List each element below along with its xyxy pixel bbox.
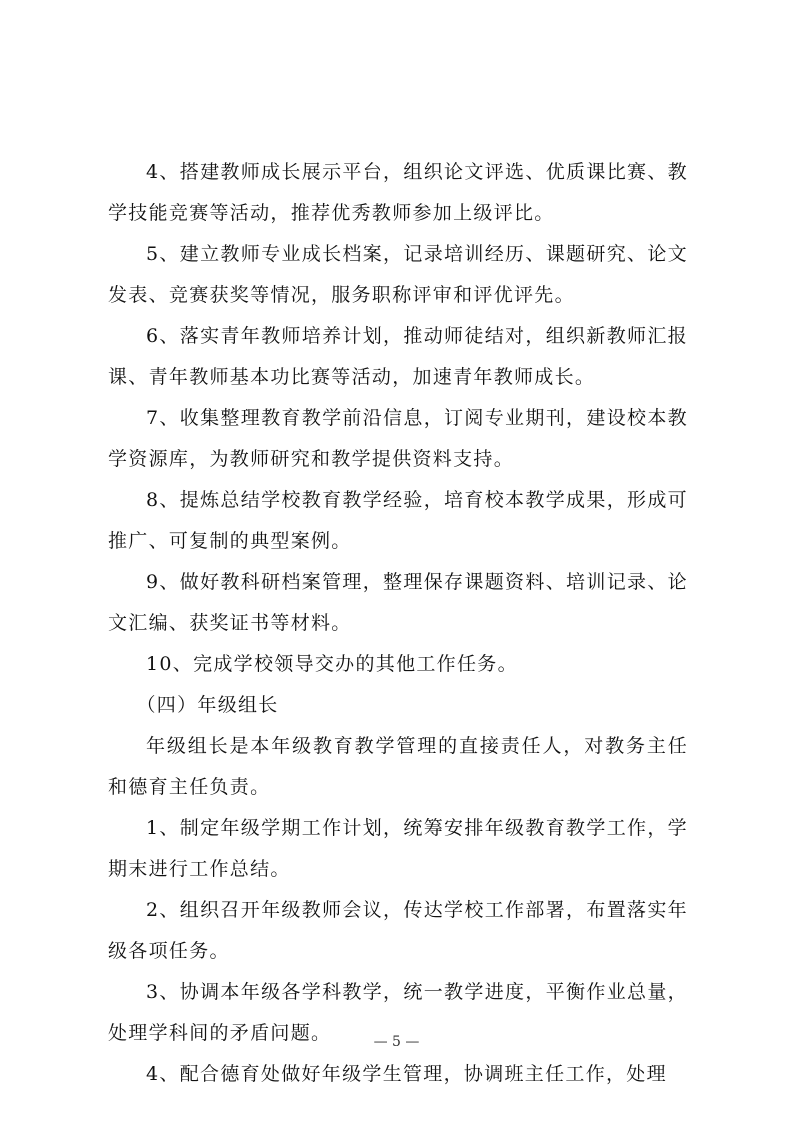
section-heading: （四）年级组长: [136, 694, 279, 716]
section-item-4: 4、配合德育处做好年级学生管理，协调班主任工作，处理: [146, 1063, 667, 1085]
page-number: — 5 —: [373, 1034, 420, 1050]
section-intro-paragraph: 年级组长是本年级教育教学管理的直接责任人，对教务主任和德育主任负责。: [108, 735, 688, 798]
paragraph-item-6: 6、落实青年教师培养计划，推动师徒结对，组织新教师汇报课、青年教师基本功比赛等活动，加速青年教师成长。: [108, 325, 688, 388]
document-body: [108, 152, 688, 1095]
paragraph-item-4: 4、搭建教师成长展示平台，组织论文评选、优质课比赛、教学技能竞赛等活动，推荐优秀教师参加上级评比。: [108, 161, 688, 224]
section-item-2: 2、组织召开年级教师会议，传达学校工作部署，布置落实年级各项任务。: [108, 899, 688, 962]
paragraph-item-10: 10、完成学校领导交办的其他工作任务。: [146, 653, 518, 675]
section-item-3: 3、协调本年级各学科教学，统一教学进度，平衡作业总量，处理学科间的矛盾问题。: [108, 981, 688, 1044]
paragraph-item-9: 9、做好教科研档案管理，整理保存课题资料、培训记录、论文汇编、获奖证书等材料。: [108, 571, 688, 634]
paragraph-item-5: 5、建立教师专业成长档案，记录培训经历、课题研究、论文发表、竞赛获奖等情况，服务职称评审和评优评先。: [108, 243, 688, 306]
paragraph-item-7: 7、收集整理教育教学前沿信息，订阅专业期刊，建设校本教学资源库，为教师研究和教学提供资料支持。: [108, 407, 688, 470]
section-item-1: 1、制定年级学期工作计划，统筹安排年级教育教学工作，学期末进行工作总结。: [108, 817, 688, 880]
paragraph-item-8: 8、提炼总结学校教育教学经验，培育校本教学成果，形成可推广、可复制的典型案例。: [108, 489, 688, 552]
